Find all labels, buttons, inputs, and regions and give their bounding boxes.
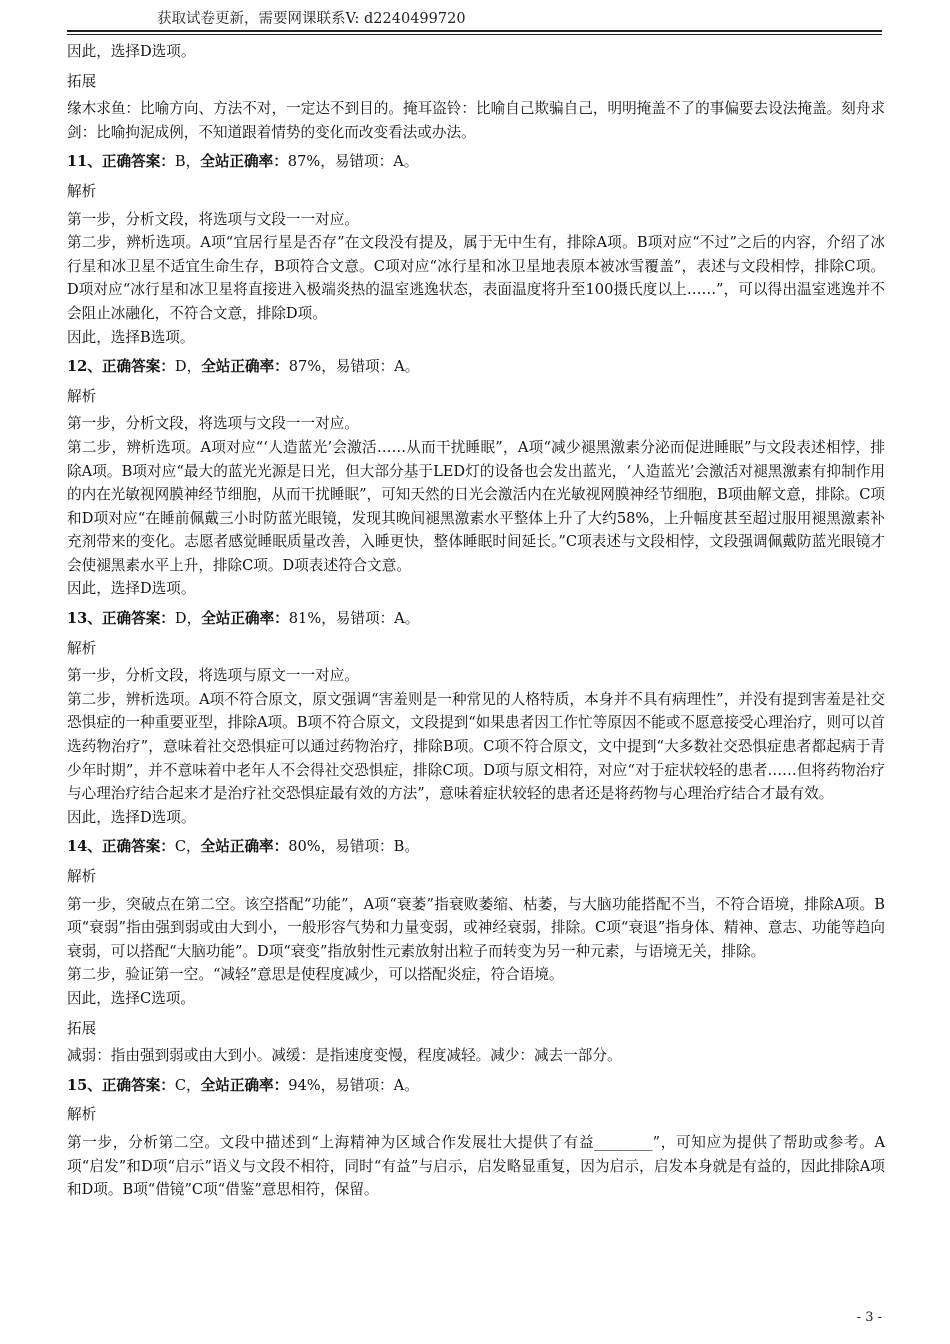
paragraph: 第一步，突破点在第二空。该空搭配“功能”，A项“衰萎”指衰败萎缩、枯萎，与大脑功能搭配不当，不符合语境，排除A项。B项“衰弱”指由强到弱或由大到小，一般形容气势和力量变弱，或神经衰弱，排除。C项“衰退”指身体、精神、意志、功能等趋向衰弱，可以搭配“大脑功能”。D项“衰变”指放射性元素放射出粒子而转变为另一种元素，与语境无关，排除。	[67, 895, 885, 960]
answer-number: 13、	[67, 610, 102, 628]
paragraph: 第一步，分析文段，将选项与原文一一对应。	[67, 667, 359, 685]
answer-line	[67, 355, 885, 379]
section-label: 解析	[67, 868, 97, 885]
rate-value: 87%，易错项：A。	[287, 153, 419, 171]
paragraph: 第二步，辨析选项。A项不符合原文，原文强调“害羞则是一种常见的人格特质，本身并不具有病理性”，并没有提到害羞是社交恐惧症的一种重要亚型，排除A项。B项不符合原文，文段提到“如果患者因工作忙等原因不能或不愿意接受心理治疗，则可以首选药物治疗”，意味着社交恐惧症可以通过药物治疗，排除B项。C项不符合原文，文中提到“大多数社交恐惧症患者都起病于青少年时期”，并不意味着中老年人不会得社交恐惧症，排除C项。D项与原文相符，对应“对于症状较轻的患者……但将药物治疗与心理治疗结合起来才是治疗社交恐惧症最有效的方法”，意味着症状较轻的患者还是将药物与心理治疗结合才最有效。	[67, 690, 885, 803]
rate-label: 全站正确率：	[200, 153, 288, 171]
section-label: 拓展	[67, 72, 97, 90]
paragraph: 减弱：指由强到弱或由大到小。减缓：是指速度变慢，程度减轻。减少：减去一部分。	[67, 1047, 622, 1065]
rate-label: 全站正确率：	[201, 610, 289, 628]
answer-line	[67, 607, 885, 631]
header-text: 获取试卷更新，需要网课联系V: d2240499720	[157, 11, 466, 27]
answer-value: B，	[174, 153, 201, 171]
paragraph: 因此，选择D选项。	[67, 43, 196, 60]
section-label: 解析	[67, 1106, 97, 1124]
paragraph: 因此，选择D选项。	[67, 808, 196, 826]
paragraph: 因此，选择D选项。	[67, 580, 196, 598]
paragraph: 第二步，辨析选项。A项“宜居行星是否存”在文段没有提及，属于无中生有，排除A项。B项对应“不过”之后的内容，介绍了冰行星和冰卫星不适宜生命生存，B项符合文意。C项对应“冰行星和冰卫星地表原本被冰雪覆盖”，表述与文段相悖，排除C项。D项对应“冰行星和冰卫星将直接进入极端炎热的温室逃逸状态，表面温度将升至100摄氏度以上……”，可以得出温室逃逸并不会阻止冰融化，不符合文意，排除D项。	[67, 234, 885, 322]
answer-number: 11、	[67, 153, 102, 171]
paragraph: 第一步，分析文段，将选项与文段一一对应。	[67, 210, 359, 228]
answer-label: 正确答案：	[101, 358, 175, 376]
rate-value: 94%，易错项：A。	[288, 1076, 419, 1094]
rate-value: 81%，易错项：A。	[288, 610, 420, 628]
header-rule-thin	[67, 34, 882, 35]
answer-number: 12、	[67, 358, 102, 376]
paragraph: 因此，选择C选项。	[67, 989, 195, 1007]
rate-label: 全站正确率：	[200, 1076, 289, 1094]
rate-value: 80%，易错项：B。	[288, 838, 419, 856]
page-number: - 3 -	[856, 1310, 882, 1325]
rate-value: 87%，易错项：A。	[288, 358, 420, 376]
answer-value: D，	[174, 610, 202, 628]
paragraph: 缘木求鱼：比喻方向、方法不对，一定达不到目的。掩耳盗铃：比喻自己欺骗自己，明明掩盖不了的事偏要去设法掩盖。刻舟求剑：比喻拘泥成例，不知道跟着情势的变化而改变看法或办法。	[67, 100, 885, 141]
section-label: 解析	[67, 387, 97, 405]
section-label: 拓展	[67, 1019, 97, 1037]
answer-number: 15、	[67, 1076, 102, 1094]
answer-label: 正确答案：	[101, 153, 175, 171]
section-label: 解析	[67, 182, 97, 200]
paragraph: 第一步，分析文段，将选项与文段一一对应。	[67, 415, 359, 433]
answer-line	[67, 835, 885, 859]
rate-label: 全站正确率：	[200, 838, 289, 856]
answer-label: 正确答案：	[101, 610, 175, 628]
paragraph: 第一步，分析第二空。文段中描述到“上海精神为区域合作发展壮大提供了有益________”，可知应为提供了帮助或参考。A项“启发”和D项“启示”语义与文段不相符，同时“有益”与启示，启发略显重复，因为启示，启发本身就是有益的，因此排除A项和D项。B项“借镜”C项“借鉴”意思相符，保留。	[67, 1133, 885, 1199]
answer-line	[67, 1074, 885, 1098]
answer-value: C，	[174, 1076, 201, 1094]
answer-label: 正确答案：	[101, 1076, 175, 1094]
header-rule-thick	[67, 30, 882, 32]
paragraph: 第二步，辨析选项。A项对应“‘人造蓝光’会激活……从而干扰睡眠”，A项“减少褪黑激素分泌而促进睡眠”与文段表述相悖，排除A项。B项对应“最大的蓝光光源是日光，但大部分基于LED灯的设备也会发出蓝光，‘人造蓝光’会激活对褪黑激素有抑制作用的内在光敏视网膜神经节细胞，从而干扰睡眠”，可知天然的日光会激活内在光敏视网膜神经节细胞，B项曲解文意，排除。C项和D项对应“在睡前佩戴三小时防蓝光眼镜，发现其晚间褪黑激素水平整体上升了大约58%，上升幅度甚至超过服用褪黑激素补充剂带来的变化。志愿者感觉睡眠质量改善，入睡更快，整体睡眠时间延长。”C项表述与文段相悖，文段强调佩戴防蓝光眼镜才会使褪黑素水平上升，排除C项。D项表述符合文意。	[67, 438, 885, 574]
answer-number: 14、	[67, 838, 102, 856]
answer-label: 正确答案：	[101, 838, 175, 856]
rate-label: 全站正确率：	[201, 358, 289, 376]
document-body	[67, 40, 885, 1202]
paragraph: 第二步，验证第一空。“减轻”意思是使程度减少，可以搭配炎症，符合语境。	[67, 966, 564, 984]
answer-line	[67, 150, 885, 174]
page-header	[67, 5, 882, 31]
section-label: 解析	[67, 639, 97, 657]
answer-value: D，	[174, 358, 202, 376]
answer-value: C，	[174, 838, 201, 856]
paragraph: 因此，选择B选项。	[67, 328, 195, 346]
